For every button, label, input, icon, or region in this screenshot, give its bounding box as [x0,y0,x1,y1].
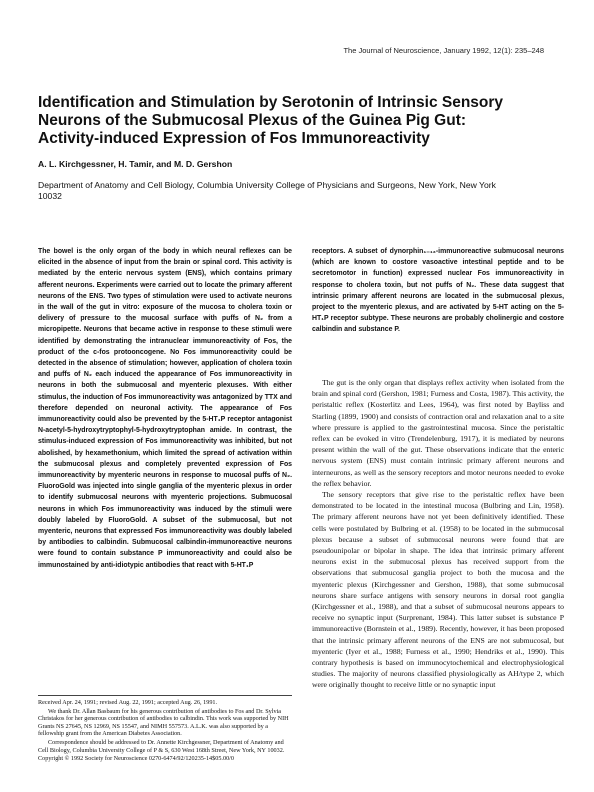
article-title [38,94,558,148]
correspondence: Correspondence should be addressed to Dr. Annette Kirchgessner, Department of Anatomy and Cell Biology, Columbia University College of P & S, 630 West 168th Street, New York, NY 10032. [38,738,285,754]
footnotes [38,699,294,764]
abstract-column-right: receptors. A subset of dynorphin₁₋₁₃-immunoreactive submucosal neurons (which are known to costore vasoactive intestinal peptide and to be secretomotor in function) expressed nuclear Fos immunoreactivity in response to cholera toxin, but not puffs of N₂. These data suggest that intrinsic primary afferent neurons are located in the submucosal plexus, project to the myenteric plexus, and are activated by 5-HT acting on the 5-HT₁P receptor subtype. These neurons are probably cholinergic and costore calbindin and substance P. [312,248,564,334]
footnote-divider [38,695,292,696]
affiliation: Department of Anatomy and Cell Biology, Columbia University College of Physicians and Surgeons, New York, New York 10032 [38,180,496,201]
title-line-2: Neurons of the Submucosal Plexus of the Guinea Pig Gut: [38,112,467,129]
intro-paragraph-2: The sensory receptors that give rise to the peristaltic reflex have been demonstrated to be located in the intestinal mucosa (Bulbring and Lin, 1958). The primary afferent neurons have not yet been definitively identified. These cells were postulated by Bulbring et al. (1958) to be located in the submucosal plexus because a subset of submucosal neurons were found that are pseudounipolar or bipolar in shape. The idea that intrinsic primary afferent neurons exist in the submucosal plexus has received support from the observations that submucosal ganglia project to both the mucosa and the myenteric plexus (Kirchgessner and Gershon, 1988), that some submucosal neurons share surface antigens with sensory neurons in dorsal root ganglia (Kirchgessner et al., 1988), and that a subset of submucosal neurons appears to receive no synaptic input (Surprenant, 1984). This latter subset is substance P immunoreactive (Bornstein et al., 1989). Recently, however, it has been proposed that the intrinsic primary afferent neurons of the ENS are not submucosal, but myenteric (Iyer et al., 1988; Furness et al., 1990; Hendriks et al., 1990). This contrary hypothesis is based on immunocytochemical and electrophysiological studies. The majority of neurons classified physiologically as AH/type 2, which were originally thought to receive little or no synaptic input [312,490,564,690]
intro-paragraph-1: The gut is the only organ that displays reflex activity when isolated from the brain and spinal cord (Gershon, 1981; Furness and Costa, 1987). This activity, the peristaltic reflex (Kosterlitz and Lees, 1964), was first noted by Bayliss and Starling (1899, 1900) and consists of contraction oral and relaxation anal to a site where pressure is applied to the gastrointestinal mucosa. Since the peristaltic reflex can be evoked in vitro (Trendelenburg, 1917), it is mediated by neurons present within the wall of the gut. These observations indicate that the enteric nervous system (ENS) must contain intrinsic primary afferent neurons and interneurons, as well as the sensory receptors and motor neurons needed to evoke the reflex behavior. [312,378,564,488]
acknowledgments: We thank Dr. Allan Basbaum for his generous contribution of antibodies to Fos and Dr. Sylvia Christakos for her generous contribution of antibodies to calbindin. This work was supported by NIH Grants NS 27645, NS 12969, NS 15547, and NIMH 557573. A.L.K. was also supported by a fellowship grant from the American Diabetes Association. [38,707,289,738]
title-line-1: Identification and Stimulation by Serotonin of Intrinsic Sensory [38,94,504,111]
copyright: Copyright © 1992 Society for Neuroscience 0270-6474/92/120235-14$05.00/0 [38,755,234,763]
received-dates: Received Apr. 24, 1991; revised Aug. 22, 1991; accepted Aug. 26, 1991. [38,699,218,706]
journal-citation: The Journal of Neuroscience, January 1992, 12(1): 235–248 [343,46,544,55]
abstract-column-left: The bowel is the only organ of the body in which neural reflexes can be elicited in the absence of input from the brain or spinal cord. This activity is mediated by the enteric nervous system (ENS), which contains primary afferent neurons. Experiments were carried out to locate the primary afferent neurons of the ENS. Two types of stimulation were used to activate neurons in the wall of the gut in vitro: exposure of the mucosa to cholera toxin or delivery of pressure to the mucosal surface with puffs of N₂ from a micropipette. Neurons that became active in response to these stimuli were identified by demonstrating the intranuclear immunoreactivity of Fos, the product of the c-fos protooncogene. No Fos immunoreactivity could be detected in the absence of stimulation; however, application of cholera toxin and puffs of N₂ each induced the appearance of Fos immunoreactivity in neurons in both the submucosal and myenteric plexuses. With either stimulus, the induction of Fos immunoreactivity was antagonized by TTX and therefore depended on neuronal activity. The appearance of Fos immunoreactivity could also be prevented by the 5-HT₁P receptor antagonist N-acetyl-5-hydroxytryptophyl-5-hydroxytryptophan amide. In contrast, the stimulus-induced expression of Fos immunoreactivity was inhibited, but not abolished, by hexamethonium, which limited the spread of activation within the submucosal plexus and completely prevented expression of Fos immunoreactivity by myenteric neurons in response to mucosal puffs of N₂. FluoroGold was injected into single ganglia of the myenteric plexus in order to identify submucosal neurons with myenteric projections. Submucosal neurons in which Fos immunoreactivity was induced by the stimuli were doubly labeled by FluoroGold. A subset of the submucosal, but not myenteric, neurons that expressed Fos immunoreactivity was doubly labeled by antibodies to calbindin. Submucosal calbindin-immunoreactive neurons were found to contain substance P immunoreactivity and could also be immunostained by anti-idiotypic antibodies that react with 5-HT₁P [38,248,292,569]
introduction-text [312,377,564,691]
authors: A. L. Kirchgessner, H. Tamir, and M. D. Gershon [38,159,233,169]
title-line-3: Activity-induced Expression of Fos Immunoreactivity [38,130,430,147]
